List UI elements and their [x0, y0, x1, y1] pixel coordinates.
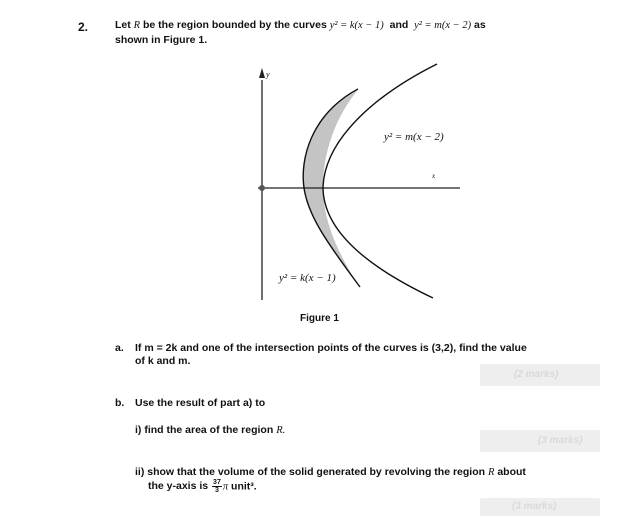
fraction-numerator: 37 — [213, 479, 221, 486]
y-axis-arrow — [259, 68, 265, 78]
part-b-i-marks: (3 marks) — [538, 435, 583, 446]
intro-as: as — [474, 19, 486, 31]
part-b-ii-line1-suffix: about — [497, 466, 526, 478]
region-symbol: R — [133, 20, 141, 31]
shaded-region-R — [303, 91, 357, 283]
curve2-equation: y² = m(x − 2) — [414, 20, 472, 31]
part-a-line1: If m = 2k and one of the intersection points of the curves is (3,2), find the value — [135, 342, 527, 354]
pi-symbol: π — [222, 481, 229, 493]
intro-and: and — [389, 19, 409, 31]
volume-fraction — [212, 479, 222, 494]
part-b-ii-marks: (3 marks) — [512, 501, 557, 512]
part-a-marks: (2 marks) — [514, 369, 559, 380]
volume-unit: unit³. — [231, 480, 257, 493]
question-number: 2. — [78, 20, 89, 34]
curve-right — [323, 64, 437, 298]
part-b-ii-region: R — [487, 467, 495, 478]
y-axis-label: y — [266, 70, 270, 79]
part-b-text: Use the result of part a) to — [135, 397, 266, 409]
fraction-denominator: 3 — [214, 487, 219, 494]
curve1-equation: y² = k(x − 1) — [329, 20, 384, 31]
part-b-label: b. — [115, 397, 125, 409]
curve-left-label: y² = k(x − 1) — [279, 272, 336, 284]
part-b-ii-line1-prefix: ii) show that the volume of the solid generated by revolving the region — [135, 466, 486, 478]
part-b-i-region: R. — [276, 425, 286, 436]
part-b-ii — [135, 466, 605, 494]
origin-point — [259, 185, 265, 191]
part-b-i — [135, 424, 285, 437]
intro-prefix: Let — [115, 19, 131, 31]
part-b-ii-line2-prefix: the y-axis is — [148, 480, 209, 493]
x-axis-label: x — [432, 172, 436, 180]
part-b-i-text: i) find the area of the region — [135, 424, 274, 436]
intro-line2: shown in Figure 1. — [115, 34, 208, 46]
figure-caption: Figure 1 — [300, 313, 339, 324]
part-a-label: a. — [115, 342, 124, 354]
part-a-line2: of k and m. — [135, 355, 191, 367]
curve-right-label: y² = m(x − 2) — [384, 131, 444, 143]
intro-mid: be the region bounded by the curves — [143, 19, 327, 31]
